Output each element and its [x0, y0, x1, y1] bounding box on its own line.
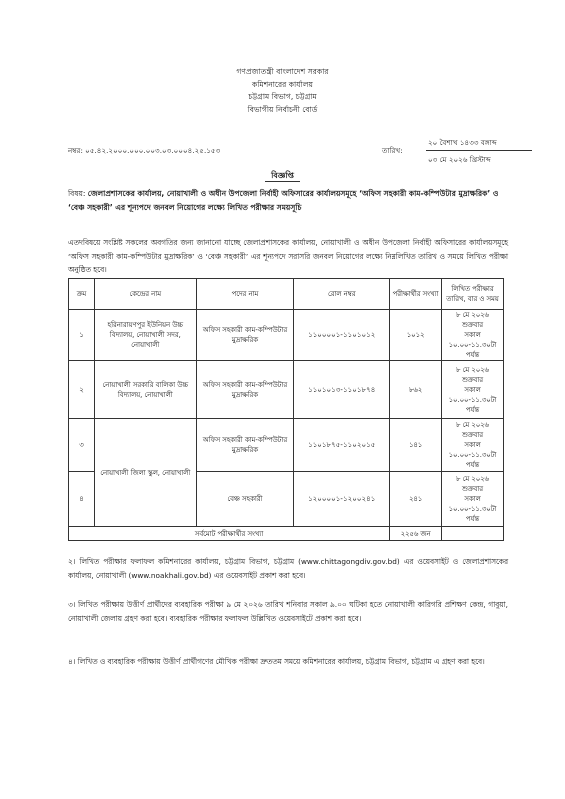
serial-cell: ২ [69, 361, 95, 419]
roll-cell: ১১০১৮৭৫-১১০২০১৫ [294, 419, 390, 472]
schedule-day: শুক্রবার [461, 375, 484, 384]
schedule-cell [442, 419, 504, 472]
header-post: পদের নাম [196, 279, 294, 310]
schedule-cell [442, 472, 504, 527]
letterhead-line-division: চট্টগ্রাম বিভাগ, চট্টগ্রাম [248, 92, 317, 101]
table-header-row [69, 279, 504, 310]
notice-title-underline [265, 181, 300, 182]
header-serial: ক্রম [69, 279, 95, 310]
schedule-day: শুক্রবার [461, 321, 484, 329]
letterhead-line-office: কমিশনারের কার্যালয় [252, 79, 313, 89]
subject-text: জেলাপ্রশাসকের কার্যালয়, নোয়াখালী ও অধীন উপজেলা নির্বাহী অফিসারের কার্যালয়সমূহে ‘অফিস সহকারী কাম-কম্পিউটার মুদ্রাক্ষরিক’ ও ‘বেঞ্চ সহকারী’ এর শূন্যপদে জনবল নিয়োগের লক্ষ্যে লিখিত পরীক্ষার সময়সূচি [68, 189, 499, 212]
total-label: সর্বমোট পরীক্ষার্থীর সংখ্যা [69, 527, 390, 541]
schedule-time: ১০.০০-১১.৩০টা পর্যন্ত [448, 395, 497, 414]
schedule-date: ৮ মে ২০২৬ [456, 365, 489, 374]
count-cell: ১৪১ [390, 419, 442, 472]
serial-cell: ১ [69, 310, 95, 361]
table-row [69, 361, 504, 419]
post-cell: অফিস সহকারী কাম-কম্পিউটার মুদ্রাক্ষরিক [196, 361, 294, 419]
schedule-time: ১০.০০-১১.৩০টা পর্যন্ত [448, 505, 497, 523]
header-roll: রোল নম্বর [294, 279, 390, 310]
table-row [69, 419, 504, 472]
header-center: কেন্দ্রের নাম [94, 279, 196, 310]
subject [68, 187, 508, 215]
roll-cell: ১২০০০০১-১২০০২৪১ [294, 472, 390, 527]
center-cell: হরিনারায়ণপুর ইউনিয়ন উচ্চ বিদ্যালয়, নোয়াখালী সদর, নোয়াখালী [94, 310, 196, 361]
schedule-cell [442, 310, 504, 361]
subject-label: বিষয়: [68, 189, 86, 198]
schedule-shift: সকাল [464, 331, 481, 339]
serial-cell: ৩ [69, 419, 95, 472]
post-cell: অফিস সহকারী কাম-কম্পিউটার মুদ্রাক্ষরিক [196, 419, 294, 472]
count-cell: ২৪১ [390, 472, 442, 527]
paragraph-4: ৪। লিখিত ও ব্যবহারিক পরীক্ষায় উত্তীর্ণ প্রার্থীগণের মৌখিক পরীক্ষা দ্রুততম সময়ে কমিশনারের কার্যালয়, চট্টগ্রাম বিভাগ, চট্টগ্রাম এ গ্রহণ করা হবে। [68, 657, 485, 666]
schedule-date: ৮ মে ২০২৬ [456, 475, 489, 483]
memo-number: নম্বর: ০৫.৪২.২০০০.০০০.০০৩.০৩.০০০৪.২৫.১৫৩ [68, 146, 221, 155]
schedule-time: ১০.০০-১১.৩০টা পর্যন্ত [448, 451, 497, 469]
schedule-date: ৮ মে ২০২৬ [456, 311, 489, 319]
letterhead-line-government: গণপ্রজাতন্ত্রী বাংলাদেশ সরকার [236, 67, 329, 76]
date-bangla: ২০ বৈশাখ ১৪৩৩ বঙ্গাব্দ [428, 138, 497, 147]
table-total-row [69, 527, 504, 541]
schedule-cell [442, 361, 504, 419]
intro-paragraph: এতদবিষয়ে সংশ্লিষ্ট সকলের অবগতির জন্য জানানো যাচ্ছে জেলাপ্রশাসকের কার্যালয়, নোয়াখালী ও অধীন উপজেলা নির্বাহী অফিসারের কার্যালয়সমূহে ‘অফিস সহকারী কাম-কম্পিউটার মুদ্রাক্ষরিক’ ও ‘বেঞ্চ সহকারী’ এর শূন্যপদে সরাসরি জনবল নিয়োগের লক্ষ্যে নিম্নলিখিত তারিখ ও সময়ে লিখিত পরীক্ষা অনুষ্ঠিত হবে। [68, 238, 508, 274]
letterhead-line-board: বিভাগীয় নির্বাচনী বোর্ড [247, 104, 318, 114]
exam-schedule-table [68, 278, 504, 541]
schedule-time: ১০.০০-১১.৩০টা পর্যন্ত [448, 341, 497, 359]
schedule-shift: সকাল [464, 495, 481, 503]
paragraph-3: ৩। লিখিত পরীক্ষায় উত্তীর্ণ প্রার্থীদের ব্যবহারিক পরীক্ষা ৯ মে ২০২৬ তারিখ শনিবার সকাল ৯.০০ ঘটিকা হতে নোয়াখালী কারিগরি প্রশিক্ষণ কেন্দ্র, গাবুয়া, নোয়াখালী জেলায় গ্রহণ করা হবে। ব্যবহারিক পরীক্ষার ফলাফল উল্লিখিত ওয়েবসাইটে প্রকাশ করা হবে। [68, 600, 508, 623]
total-value: ২২৫৬ জন [390, 527, 442, 541]
roll-cell: ১১০১০১৩-১১০১৮৭৪ [294, 361, 390, 419]
count-cell: ১০১২ [390, 310, 442, 361]
schedule-shift: সকাল [464, 385, 481, 394]
center-cell: নোয়াখালী সরকারি বালিকা উচ্চ বিদ্যালয়, নোয়াখালী [94, 361, 196, 419]
header-schedule: লিখিত পরীক্ষার তারিখ, বার ও সময় [442, 279, 504, 310]
date-divider [426, 150, 532, 151]
roll-cell: ১১০০০০১-১১০১০১২ [294, 310, 390, 361]
schedule-day: শুক্রবার [461, 485, 484, 493]
schedule-day: শুক্রবার [461, 431, 484, 439]
date-english: ০৩ মে ২০২৬ খ্রিস্টাব্দ [428, 155, 491, 164]
post-cell: বেঞ্চ সহকারী [196, 472, 294, 527]
center-cell: নোয়াখালী জিলা স্কুল, নোয়াখালী [94, 419, 196, 527]
serial-cell: ৪ [69, 472, 95, 527]
schedule-date: ৮ মে ২০২৬ [456, 421, 489, 429]
letterhead [0, 66, 565, 116]
notice-title: বিজ্ঞপ্তি [271, 171, 294, 180]
post-cell: অফিস সহকারী কাম-কম্পিউটার মুদ্রাক্ষরিক [196, 310, 294, 361]
total-blank-cell [442, 527, 504, 541]
header-count: পরীক্ষার্থীর সংখ্যা [390, 279, 442, 310]
schedule-shift: সকাল [464, 441, 481, 449]
count-cell: ৮৬২ [390, 361, 442, 419]
paragraph-2: ২। লিখিত পরীক্ষার ফলাফল কমিশনারের কার্যালয়, চট্টগ্রাম বিভাগ, চট্টগ্রাম (www.chittagongdiv.gov.bd) এর ওয়েবসাইট ও জেলাপ্রশাসকের কার্যালয়, নোয়াখালী (www.noakhali.gov.bd) এর ওয়েবসাইট প্রকাশ করা হবে। [68, 557, 508, 580]
date-label: তারিখ: [382, 146, 403, 155]
table-row [69, 310, 504, 361]
